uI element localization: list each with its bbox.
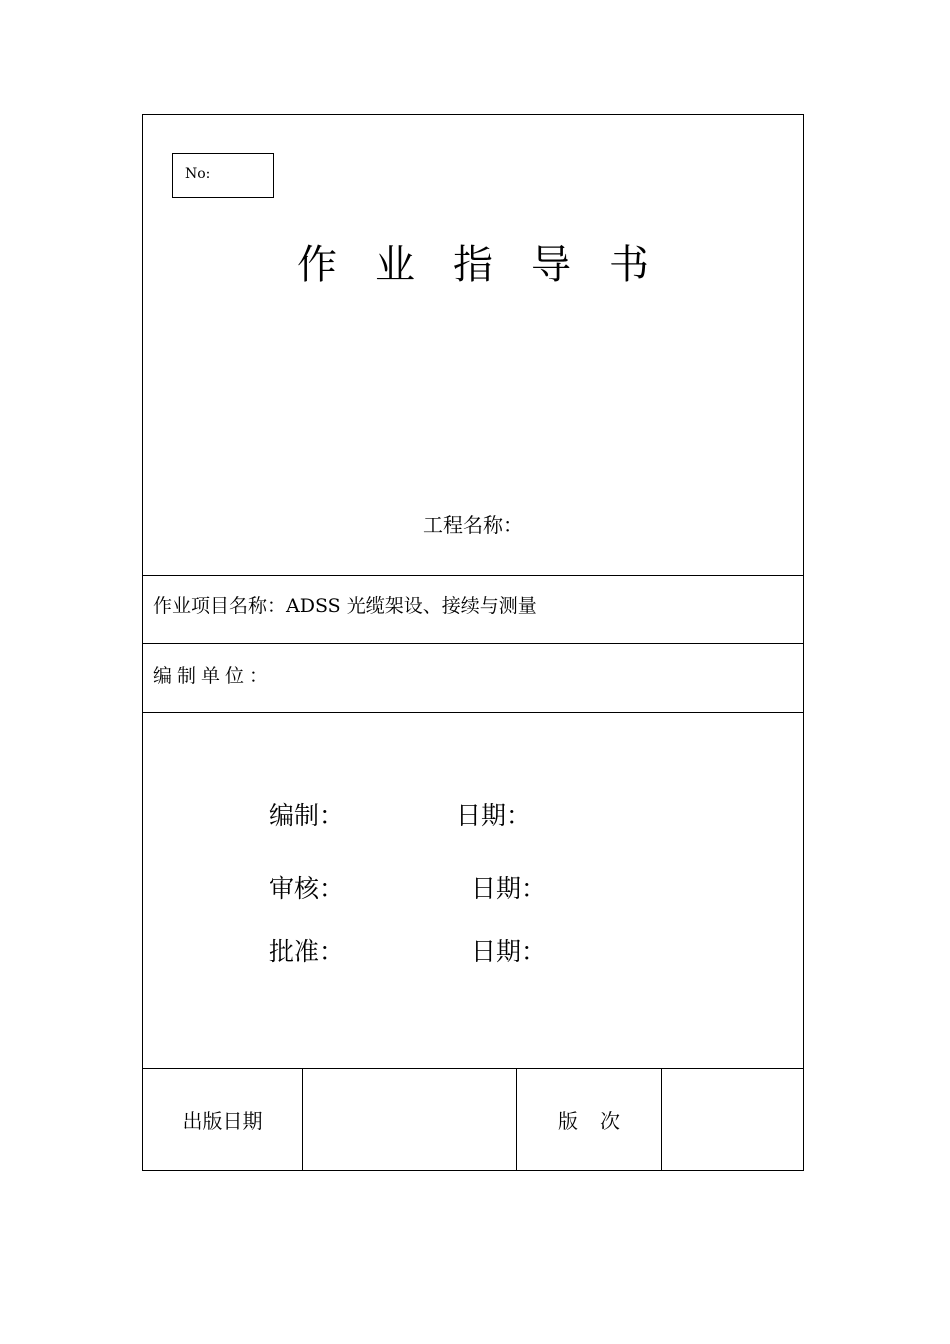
footer-table [143,1069,803,1170]
reviewed-date-label: 日期： [471,874,547,903]
compiled-by-label: 编制： [269,801,345,830]
reviewed-by-label: 审核： [269,874,345,903]
work-item-label: 作业项目名称：ADSS 光缆架设、接续与测量 [153,595,537,617]
work-item-row [143,576,803,644]
document-frame [142,114,804,1171]
version-value-cell [662,1069,803,1170]
compiled-date-label: 日期： [456,801,532,830]
compiling-unit-row [143,644,803,713]
version-label-cell [517,1069,662,1170]
publish-date-value-cell [303,1069,517,1170]
document-title: 作业指导书 [297,242,687,288]
approved-by-label: 批准： [269,937,345,966]
document-number-label: No: [185,166,211,182]
approved-date-label: 日期： [471,937,547,966]
signature-section [143,713,803,1069]
version-label: 版次 [558,1109,642,1133]
document-number-box [172,153,274,198]
publish-date-label: 出版日期 [182,1109,263,1133]
publish-date-label-cell [143,1069,303,1170]
compiling-unit-label: 编制单位： [153,665,274,687]
cover-section [143,115,803,576]
project-name-label: 工程名称： [423,513,523,537]
